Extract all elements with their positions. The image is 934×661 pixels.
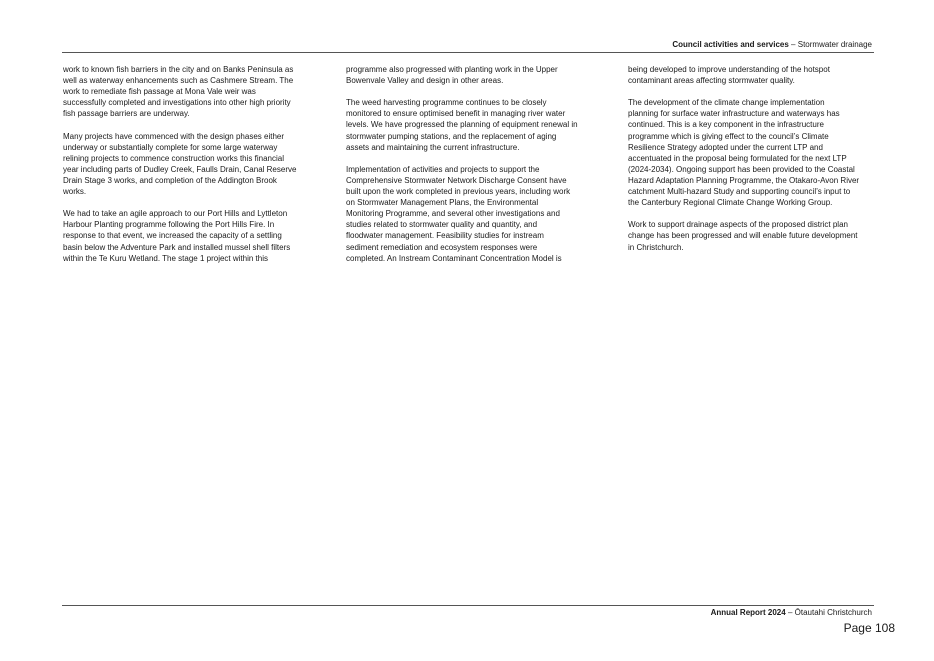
footer-report-title: Annual Report 2024 — [710, 608, 786, 617]
paragraph: work to known fish barriers in the city and on Banks Peninsula as well as waterway enhancements such as Cashmere Stream. The work to remediate fish passage at Mona Vale weir was successfully completed and investigations into other high priority fish passage barriers are underway. — [63, 65, 294, 119]
header-subsection: Stormwater drainage — [797, 40, 872, 49]
paragraph: Implementation of activities and projects to support the Comprehensive Stormwater Network Discharge Consent have built upon the work completed in previous years, including work on Stormwater Management Plans, the Environmental Monitoring Programme, and several other investigations and studies related to stormwater quality and quantity, and floodwater management. Feasibility studies for instream sediment remediation and ecosystem responses were completed. An Instream Contaminant Concentration Model is — [346, 164, 571, 263]
text-column-2 — [346, 64, 596, 275]
page-number: Page 108 — [843, 621, 895, 635]
header-rule — [62, 52, 874, 53]
paragraph: The weed harvesting programme continues to be closely monitored to ensure optimised benefit in managing river water levels. We have progressed the planning of equipment renewal in stormwater pumping stations, and the replacement of aging assets and maintaining the current infrastructure. — [346, 98, 578, 152]
paragraph: being developed to improve understanding of the hotspot contaminant areas affecting stormwater quality. — [628, 65, 830, 86]
paragraph: Many projects have commenced with the design phases either underway or substantially complete for some large waterway relining projects to commence construction works this financial year including parts of Dudley Creek, Faulls Drain, Canal Reserve Drain Stage 3 works, and completion of the Addington Brook works. — [63, 131, 297, 197]
footer-city: Ōtautahi Christchurch — [794, 608, 872, 617]
footer-dash: – — [785, 608, 795, 617]
paragraph: Work to support drainage aspects of the proposed district plan change has been progressed and will enable future development in Christchurch. — [628, 220, 858, 252]
text-column-3 — [628, 64, 878, 264]
paragraph: programme also progressed with planting work in the Upper Bowenvale Valley and design in other areas. — [346, 65, 558, 86]
running-footer — [711, 608, 872, 618]
header-section-title: Council activities and services — [672, 40, 789, 49]
paragraph: We had to take an agile approach to our Port Hills and Lyttleton Harbour Planting programme following the Port Hills Fire. In response to that event, we increased the capacity of a settling basin below the Adventure Park and installed mussel shell filters within the Te Kuru Wetland. The stage 1 project within this — [63, 209, 291, 263]
running-header — [672, 40, 872, 50]
text-column-1 — [63, 64, 313, 275]
footer-rule — [62, 605, 874, 606]
header-dash: – — [788, 40, 798, 49]
paragraph: The development of the climate change implementation planning for surface water infrastructure and waterways has continued. This is a key component in the infrastructure programme which is giving effect to the council’s Climate Resilience Strategy adopted under the current LTP and accentuated in the proposal being formulated for the next LTP (2024-2034). Ongoing support has been provided to the Coastal Hazard Adaptation Planning Programme, the Otakaro-Avon River catchment Multi-hazard Study and supporting council’s input to the Canterbury Regional Climate Change Working Group. — [628, 98, 860, 208]
